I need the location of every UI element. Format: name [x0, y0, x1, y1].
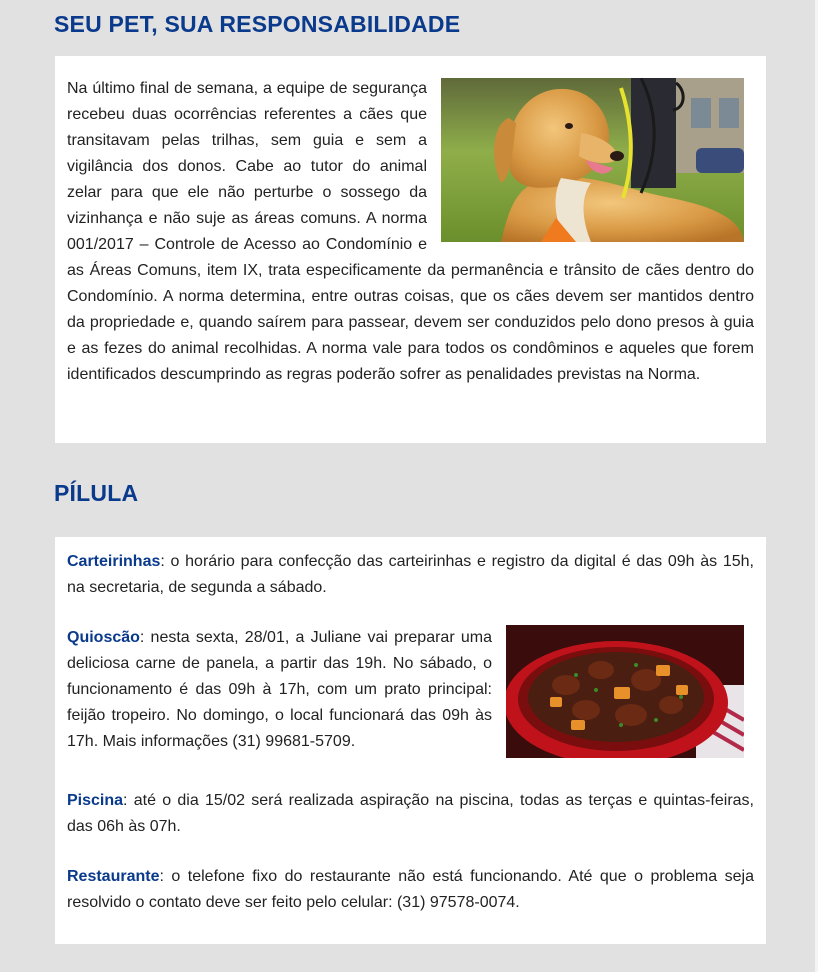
pilula-item-label: Piscina — [67, 792, 124, 809]
pilula-item-carteirinhas — [67, 549, 754, 601]
pilula-item-text: : o horário para confecção das carteirinhas e registro da digital é das 09h às 15h, na secretaria, de segunda a sábado. — [67, 553, 754, 596]
pet-body-text: Na último final de semana, a equipe de segurança recebeu duas ocorrências referentes a cães que transitavam pelas trilhas, sem guia e sem a vigilância dos donos. Cabe ao tutor do animal zelar para que ele não perturbe o sossego da vizinhança e não suje as áreas comuns. A norma 001/2017 – Controle de Acesso ao Condomínio e as Áreas Comuns, item IX, trata especificamente da permanência e trânsito de cães dentro do Condomínio. A norma determina, entre outras coisas, que os cães devem ser mantidos dentro da propriedade e, quando saírem para passear, devem ser conduzidos pelo dono presos à guia e as fezes do animal recolhidas. A norma vale para todos os condôminos e aqueles que forem identificados descumprindo as regras poderão sofrer as penalidades previstas na Norma. — [67, 80, 754, 383]
pilula-card — [55, 537, 766, 944]
beef-stew-image — [506, 625, 744, 758]
guide-dog-image — [441, 78, 744, 242]
pilula-item-restaurante — [67, 864, 754, 916]
pilula-item-piscina — [67, 788, 754, 840]
pilula-item-text: : o telefone fixo do restaurante não está funcionando. Até que o problema seja resolvido o contato deve ser feito pelo celular: (31) 97578-0074. — [67, 868, 754, 911]
pet-card — [55, 56, 766, 443]
pet-section-title: SEU PET, SUA RESPONSABILIDADE — [54, 11, 461, 37]
pilula-item-label: Restaurante — [67, 868, 160, 885]
pilula-item-text: : nesta sexta, 28/01, a Juliane vai preparar uma deliciosa carne de panela, a partir das 19h. No sábado, o funcionamento é das 09h à 17h, com um prato principal: feijão tropeiro. No domingo, o local funcionará das 09h às 17h. Mais informações (31) 99681-5709. — [67, 629, 492, 750]
pilula-section-title: PÍLULA — [54, 480, 139, 506]
pilula-item-label: Quioscão — [67, 629, 140, 646]
pilula-item-text: : até o dia 15/02 será realizada aspiração na piscina, todas as terças e quintas-feiras, das 06h às 07h. — [67, 792, 754, 835]
pilula-item-label: Carteirinhas — [67, 553, 161, 570]
